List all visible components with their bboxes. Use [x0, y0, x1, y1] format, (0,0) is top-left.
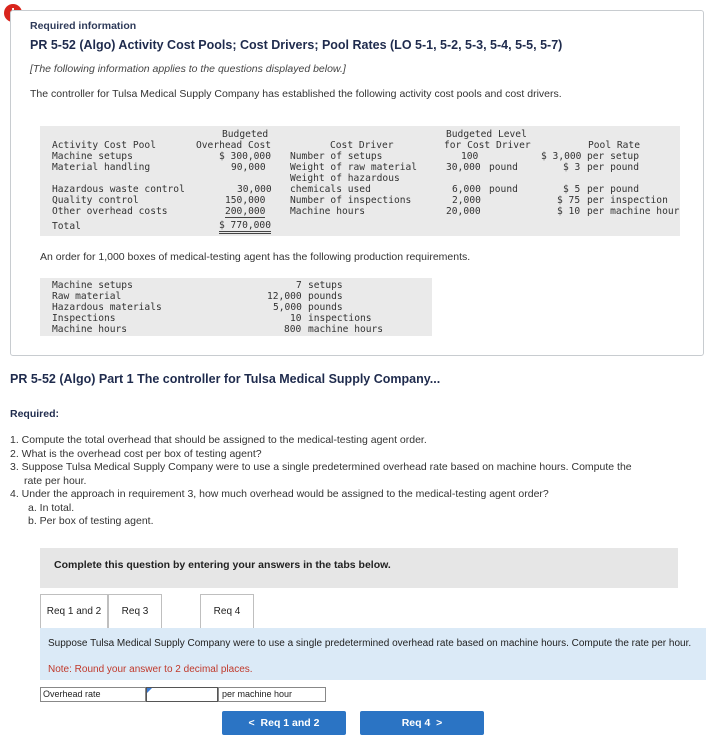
table-row-level: 2,000 [452, 195, 481, 206]
list-item: Machine setups [52, 280, 133, 291]
instruction-text: Complete this question by entering your answers in the tabs below. [54, 559, 391, 571]
table-row-rate: $ 3 [563, 162, 581, 173]
list-item-unit: pounds [308, 291, 343, 302]
table-row-driver-line1: Weight of hazardous [290, 173, 400, 184]
header-budgeted: Budgeted [222, 129, 269, 140]
rounding-note: Note: Round your answer to 2 decimal places. [48, 664, 253, 675]
list-item: 4. Under the approach in requirement 3, how much overhead would be assigned to the medical-testing agent order? [10, 488, 549, 500]
problem-title: PR 5-52 (Algo) Activity Cost Pools; Cost Drivers; Pool Rates (LO 5-1, 5-2, 5-3, 5-4, 5-5, 5-7) [30, 38, 563, 52]
table-row-rate: $ 5 [563, 184, 581, 195]
tab-content-panel [40, 628, 706, 680]
instruction-banner [40, 548, 678, 588]
list-item-qty: 10 [290, 313, 302, 324]
next-req-label: Req 4 [401, 717, 431, 729]
chevron-right-icon: > [436, 717, 443, 729]
table-row-driver: Weight of raw material [290, 162, 418, 173]
requirements-list [10, 434, 710, 529]
table-row-cost: 30,000 [237, 184, 272, 195]
table-row-pool: Other overhead costs [52, 206, 168, 217]
table-row-rate-unit: per pound [587, 184, 639, 195]
overhead-rate-unit: per machine hour [218, 687, 326, 702]
table-row-rate-unit: per setup [587, 151, 639, 162]
table-row-rate: $ 3,000 [541, 151, 582, 162]
table-row-pool: Machine setups [52, 151, 133, 162]
table-row-pool: Hazardous waste control [52, 184, 185, 195]
tab-req-1-and-2[interactable]: Req 1 and 2 [40, 594, 108, 628]
header-pool-rate: Pool Rate [588, 140, 640, 151]
table-row-cost: $ 300,000 [219, 151, 271, 162]
table-row-driver: Number of setups [290, 151, 383, 162]
italic-note: [The following information applies to the questions displayed below.] [30, 63, 346, 75]
list-item-unit: inspections [308, 313, 372, 324]
overhead-rate-label: Overhead rate [40, 687, 146, 702]
table-row-driver: Number of inspections [290, 195, 412, 206]
table-row-rate: $ 10 [557, 206, 581, 217]
tab-req-4[interactable]: Req 4 [200, 594, 254, 628]
table-row-cost: 200,000 [225, 206, 266, 217]
required-information-heading: Required information [30, 20, 137, 32]
next-req-button[interactable] [360, 711, 484, 735]
table-row-cost: 90,000 [231, 162, 266, 173]
prev-req-button[interactable] [222, 711, 346, 735]
list-item: 1. Compute the total overhead that should be assigned to the medical-testing agent order. [10, 434, 427, 446]
header-for-cost-driver: for Cost Driver [444, 140, 531, 151]
overhead-rate-input[interactable] [146, 687, 218, 702]
total-value: $ 770,000 [219, 220, 271, 234]
header-activity-cost-pool: Activity Cost Pool [52, 140, 156, 151]
list-item-qty: 7 [296, 280, 302, 291]
list-item: rate per hour. [24, 474, 87, 487]
header-cost-driver: Cost Driver [330, 140, 394, 151]
list-item: a. In total. [28, 501, 75, 514]
intro-text: The controller for Tulsa Medical Supply Company has established the following activity cost pools and cost drivers. [30, 88, 562, 100]
order-text: An order for 1,000 boxes of medical-testing agent has the following production requirements. [40, 251, 471, 263]
table-row-level: 100 [461, 151, 479, 162]
list-item: 3. Suppose Tulsa Medical Supply Company were to use a single predetermined overhead rate based on machine hours. Compute the [10, 461, 632, 473]
table-row-driver: chemicals used [290, 184, 371, 195]
header-budgeted-level: Budgeted Level [446, 129, 527, 140]
table-row-cost: 150,000 [225, 195, 266, 206]
table-row-rate-unit: per inspection [587, 195, 668, 206]
tab-req-3[interactable]: Req 3 [108, 594, 162, 628]
header-overhead-cost: Overhead Cost [196, 140, 272, 151]
required-label: Required: [10, 408, 60, 420]
table-row-pool: Material handling [52, 162, 151, 173]
table-row-rate-unit: per pound [587, 162, 639, 173]
table-row-level: 6,000 [452, 184, 481, 195]
prev-req-label: Req 1 and 2 [260, 717, 320, 729]
table-row-level-unit: pound [489, 184, 518, 195]
table-row-level-unit: pound [489, 162, 518, 173]
panel-instruction: Suppose Tulsa Medical Supply Company were to use a single predetermined overhead rate based on machine hours. Compute the rate per hour. [48, 638, 692, 649]
list-item: Machine hours [52, 324, 128, 335]
list-item: b. Per box of testing agent. [28, 515, 154, 527]
list-item-qty: 5,000 [273, 302, 302, 313]
list-item: Raw material [52, 291, 122, 302]
table-row-rate: $ 75 [557, 195, 581, 206]
list-item-qty: 800 [284, 324, 302, 335]
table-row-rate-unit: per machine hour [587, 206, 680, 217]
table-row-level: 20,000 [446, 206, 481, 217]
table-row-level: 30,000 [446, 162, 481, 173]
list-item-unit: setups [308, 280, 343, 291]
total-label: Total [52, 221, 81, 232]
list-item-qty: 12,000 [267, 291, 302, 302]
part-title: PR 5-52 (Algo) Part 1 The controller for Tulsa Medical Supply Company... [10, 372, 441, 386]
chevron-left-icon: < [248, 717, 255, 729]
list-item-unit: pounds [308, 302, 343, 313]
table-row-driver: Machine hours [290, 206, 366, 217]
table-row-pool: Quality control [52, 195, 139, 206]
list-item: Inspections [52, 313, 116, 324]
list-item: 2. What is the overhead cost per box of testing agent? [10, 447, 262, 460]
list-item-unit: machine hours [308, 324, 384, 335]
list-item: Hazardous materials [52, 302, 162, 313]
